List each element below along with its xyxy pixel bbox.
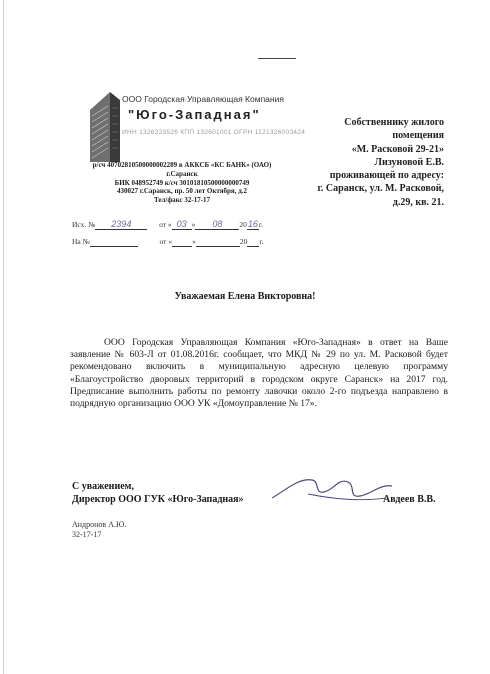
recipient-line: Лизуновой Е.В.: [374, 156, 444, 168]
bank-line: г.Саранск: [166, 169, 198, 178]
company-tax-ids: ИНН 1326223526 КПП 132601001 ОГРН 1121326003424: [122, 129, 306, 136]
closing-regards: С уважением,: [72, 481, 134, 492]
recipient-line: проживающей по адресу:: [329, 170, 444, 182]
company-name: ООО Городская Управляющая Компания: [122, 94, 284, 104]
incoming-month-blank: [196, 237, 240, 247]
bank-line: р/сч 40702810500000002289 в АККСБ «КС БАНК» (ОАО): [92, 161, 272, 169]
outgoing-day: 03: [172, 219, 192, 230]
executor-phone: 32-17-17: [72, 530, 102, 539]
bank-line: 430027 г.Саранск, пр. 50 лет Октября, д.2: [117, 187, 247, 196]
incoming-day-blank: [172, 237, 192, 247]
bank-line: Тел/факс 32-17-17: [153, 196, 211, 205]
incoming-year-blank: [247, 237, 259, 247]
recipient-line: помещения: [392, 130, 444, 142]
outgoing-month: 08: [195, 219, 239, 230]
bank-line: БИК 048952749 к/сч 30101810500000000749: [114, 178, 250, 187]
incoming-year-prefix: 20: [239, 237, 248, 246]
incoming-number-blank: [90, 237, 138, 247]
executor-name: Андронов А.Ю.: [72, 520, 127, 529]
incoming-number-label: На №: [72, 237, 90, 246]
company-brand: "Юго-Западная": [128, 107, 261, 122]
outgoing-number: 2394: [95, 219, 147, 230]
scan-margin-line: [3, 0, 4, 674]
recipient-line: г. Саранск, ул. М. Расковой,: [317, 183, 444, 195]
outgoing-number-label: Исх. №: [72, 220, 96, 229]
recipient-line: д.29, кв. 21.: [392, 196, 444, 208]
incoming-date-mid: »: [192, 237, 196, 246]
recipient-line: «М. Расковой 29-21»: [351, 143, 444, 155]
outgoing-year: 16: [247, 219, 258, 229]
handwritten-signature: [268, 468, 398, 512]
incoming-date-prefix: от «: [159, 237, 173, 246]
greeting: Уважаемая Елена Викторовна!: [174, 291, 316, 302]
outgoing-year-prefix: 20: [239, 220, 247, 229]
outgoing-date-prefix: от «: [159, 220, 172, 229]
closing-position: Директор ООО ГУК «Юго-Западная»: [72, 494, 244, 505]
outgoing-reference: [72, 219, 263, 230]
recipient-line: Собственнику жилого: [344, 117, 444, 128]
incoming-year-suffix: г.: [259, 237, 264, 246]
signer-name: Авдеев В.В.: [383, 494, 436, 505]
scan-mark: [258, 58, 296, 59]
letter-body: ООО Городская Управляющая Компания «Юго-Западная» в ответ на Ваше заявление № 603-Л от 01.08.2016г. сообщает, что МКД № 29 по ул. М. Расковой будет рекомендовано включить в муниципальную адресную целевую программу «Благоустройство дворовых территорий в городском округе Саранск» на 2017 год. Предписание выполнить работы по ремонту лавочки около 2-го подъезда направлено в подрядную организацию ООО УК «Домоуправление № 17».: [70, 337, 448, 410]
incoming-reference: [72, 237, 263, 247]
building-logo-icon: [88, 84, 122, 162]
outgoing-year-suffix: г.: [258, 220, 263, 229]
recipient-block: [254, 116, 444, 209]
outgoing-date-mid: »: [191, 220, 196, 229]
